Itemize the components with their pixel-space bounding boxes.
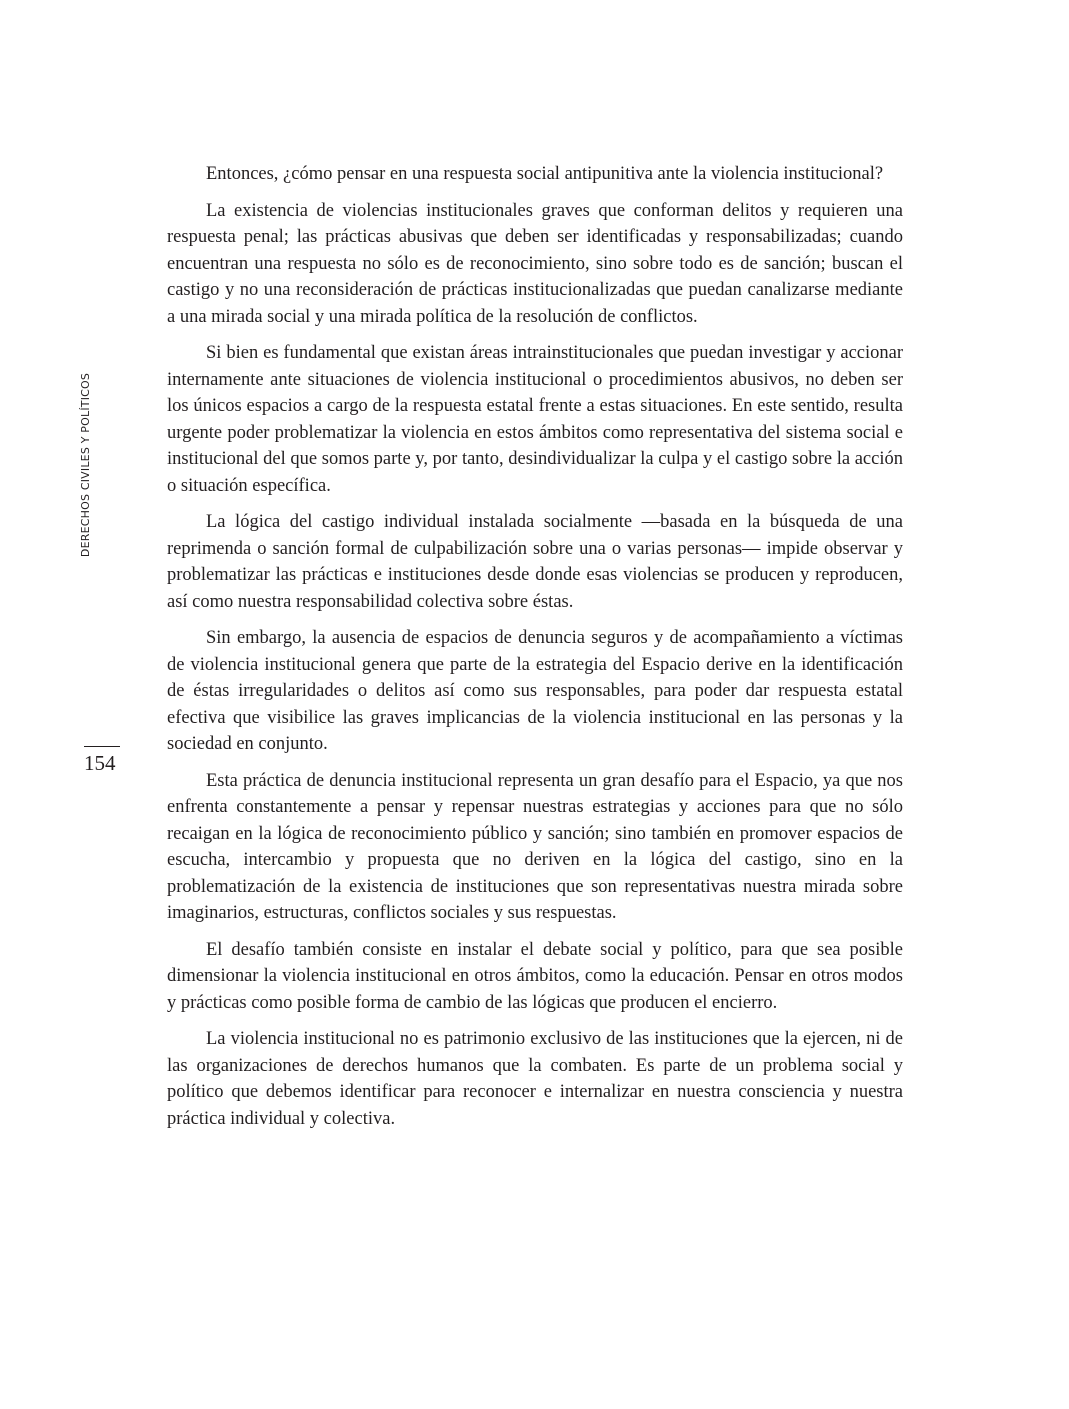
paragraph-3: Si bien es fundamental que existan áreas intrainstitucionales que puedan investigar y accionar internamente ante situaciones de violencia institucional o procedimientos abusivos, no deben ser los únicos espacios a cargo de la respuesta estatal frente a estas situaciones. En este sentido, resulta urgente poder problematizar la violencia en estos ámbitos como representativa del sistema social e institucional del que somos parte y, por tanto, desindividualizar la culpa y el castigo sobre la acción o situación específica.: [167, 343, 903, 496]
page-number-rule: [84, 746, 120, 747]
body-text: [167, 161, 903, 1142]
page-number: 154: [84, 751, 116, 775]
paragraph-1: Entonces, ¿cómo pensar en una respuesta social antipunitiva ante la violencia institucional?: [206, 164, 884, 184]
paragraph-6: Esta práctica de denuncia institucional representa un gran desafío para el Espacio, ya que nos enfrenta constantemente a pensar y repensar nuestras estrategias y acciones para que no sólo recaigan en la lógica de reconocimiento público y sanción; sino también en promover espacios de escucha, intercambio y propuesta que no deriven en la lógica del castigo, sino en la problematización de la existencia de instituciones que son representativas nuestra mirada sobre imaginarios, estructuras, conflictos sociales y sus respuestas.: [167, 770, 903, 923]
running-head: DERECHOS CIVILES Y POLÍTICOS: [79, 372, 92, 558]
paragraph-2: La existencia de violencias institucionales graves que conforman delitos y requieren una respuesta penal; las prácticas abusivas que deben ser identificadas y responsabilizadas; cuando encuentran una respuesta no sólo es de reconocimiento, sino sobre todo es de sanción; buscan el castigo y no una reconsideración de prácticas institucionalizadas que puedan canalizarse mediante a una mirada social y una mirada política de la resolución de conflictos.: [167, 200, 903, 327]
paragraph-4: La lógica del castigo individual instalada socialmente —basada en la búsqueda de una reprimenda o sanción formal de culpabilización sobre una o varias personas— impide observar y problematizar las prácticas e instituciones desde donde esas violencias se producen y reproducen, así como nuestra responsabilidad colectiva sobre éstas.: [167, 512, 903, 612]
paragraph-5: Sin embargo, la ausencia de espacios de denuncia seguros y de acompañamiento a víctimas de violencia institucional genera que parte de la estrategia del Espacio derive en la identificación de éstas irregularidades o delitos así como sus responsables, para poder dar respuesta estatal efectiva que visibilice las graves implicancias de la violencia institucional en las personas y la sociedad en conjunto.: [167, 628, 903, 754]
paragraph-8: La violencia institucional no es patrimonio exclusivo de las instituciones que la ejercen, ni de las organizaciones de derechos humanos que la combaten. Es parte de un problema social y político que debemos identificar para reconocer e internalizar en nuestra consciencia y nuestra práctica individual y colectiva.: [167, 1029, 903, 1129]
paragraph-7: El desafío también consiste en instalar el debate social y político, para que sea posible dimensionar la violencia institucional en otros ámbitos, como la educación. Pensar en otros modos y prácticas como posible forma de cambio de las lógicas que producen el encierro.: [167, 939, 903, 1013]
